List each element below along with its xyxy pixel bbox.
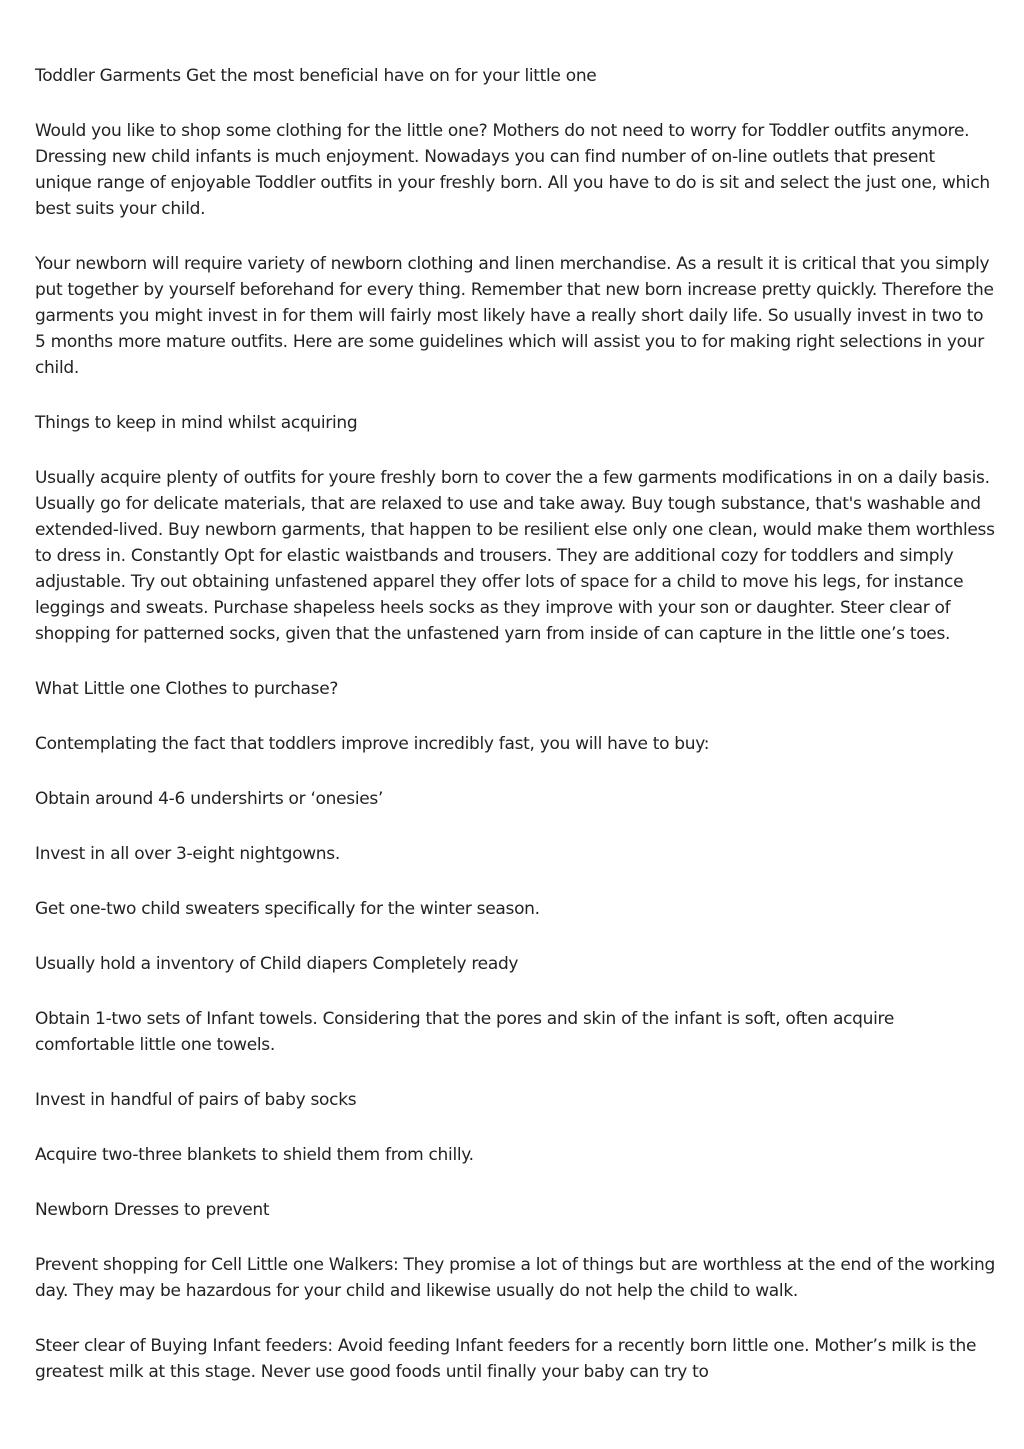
document-title: Toddler Garments Get the most beneficial have on for your little one	[35, 66, 597, 86]
list-item-nightgowns: Invest in all over 3-eight nightgowns.	[35, 844, 340, 864]
paragraph-newborn-needs: Your newborn will require variety of newborn clothing and linen merchandise. As a result it is critical that you simply put together by yourself beforehand for every thing. Remember that new born increase pretty quickly. Therefore the garments you might invest in for them will fairly most likely have a really short daily life. So usually invest in two to 5 months more mature outfits. Here are some guidelines which will assist you to for making right selections in your child.	[35, 254, 994, 378]
list-item-socks: Invest in handful of pairs of baby socks	[35, 1090, 357, 1110]
paragraph-feeders: Steer clear of Buying Infant feeders: Avoid feeding Infant feeders for a recently born little one. Mother’s milk is the greatest milk at this stage. Never use good foods until finally your baby can try to	[35, 1336, 977, 1382]
section-heading-what-to-purchase: What Little one Clothes to purchase?	[35, 679, 339, 699]
list-item-diapers: Usually hold a inventory of Child diapers Completely ready	[35, 954, 519, 974]
list-item-sweaters: Get one-two child sweaters specifically for the winter season.	[35, 899, 540, 919]
section-heading-dresses-to-prevent: Newborn Dresses to prevent	[35, 1200, 270, 1220]
paragraph-intro: Would you like to shop some clothing for the little one? Mothers do not need to worry for Toddler outfits anymore. Dressing new child infants is much enjoyment. Nowadays you can find number of on-line outlets that present unique range of enjoyable Toddler outfits in your freshly born. All you have to do is sit and select the just one, which best suits your child.	[35, 121, 990, 219]
list-item-towels: Obtain 1-two sets of Infant towels. Considering that the pores and skin of the infant is soft, often acquire comfortable little one towels.	[35, 1009, 895, 1055]
paragraph-contemplating: Contemplating the fact that toddlers improve incredibly fast, you will have to buy:	[35, 734, 710, 754]
list-item-undershirts: Obtain around 4-6 undershirts or ‘onesies’	[35, 789, 384, 809]
list-item-blankets: Acquire two-three blankets to shield them from chilly.	[35, 1145, 474, 1165]
paragraph-buying-tips: Usually acquire plenty of outfits for youre freshly born to cover the a few garments modifications in on a daily basis. Usually go for delicate materials, that are relaxed to use and take away. Buy tough substance, that's washable and extended-lived. Buy newborn garments, that happen to be resilient else only one clean, would make them worthless to dress in. Constantly Opt for elastic waistbands and trousers. They are additional cozy for toddlers and simply adjustable. Try out obtaining unfastened apparel they offer lots of space for a child to move his legs, for instance leggings and sweats. Purchase shapeless heels socks as they improve with your son or daughter. Steer clear of shopping for patterned socks, given that the unfastened yarn from inside of can capture in the little one’s toes.	[35, 468, 995, 644]
paragraph-walkers: Prevent shopping for Cell Little one Walkers: They promise a lot of things but are worthless at the end of the working day. They may be hazardous for your child and likewise usually do not help the child to walk.	[35, 1255, 995, 1301]
document-body	[35, 63, 995, 1414]
section-heading-things-to-keep-in-mind: Things to keep in mind whilst acquiring	[35, 413, 358, 433]
